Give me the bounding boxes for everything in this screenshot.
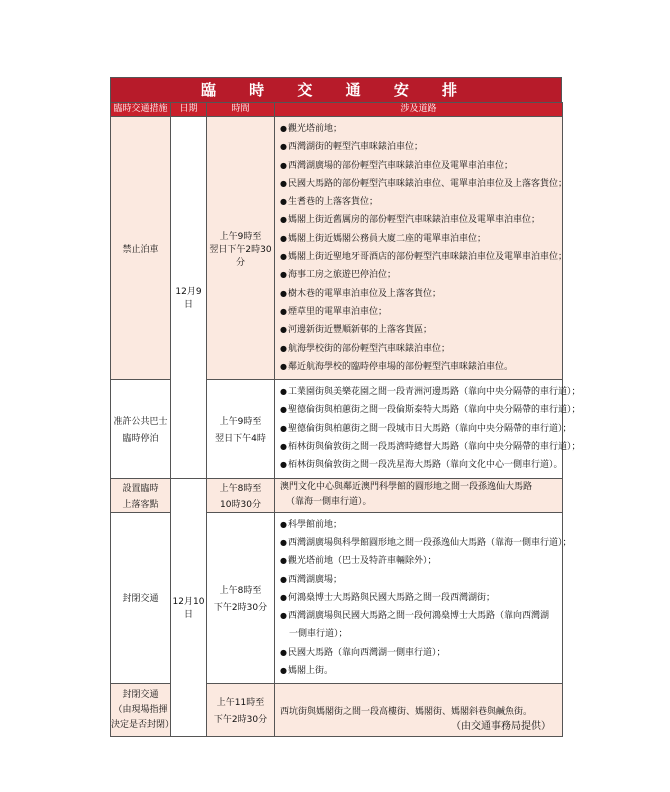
time-line: 上午8時至 <box>219 585 262 596</box>
bullet-icon: ● <box>280 160 287 170</box>
time-line: 下午2時30分 <box>213 715 268 726</box>
list-item: ●觀光塔前地； <box>280 124 342 134</box>
list-item: ●生耆巷的上落客貨位； <box>280 197 378 208</box>
table-row <box>111 478 563 512</box>
list-item: ●聖德倫街與柏蕙街之間一段城市日大馬路（靠向中央分隔帶的車行道）； <box>280 423 572 434</box>
bullet-icon: ● <box>280 325 287 335</box>
time-line: 上午9時至 <box>219 231 262 242</box>
list-item: ●煙草里的電單車泊車位； <box>280 306 387 317</box>
list-item: ●工業園街與美樂花園之間一段青洲河邊馬路（靠向中央分隔帶的車行道）； <box>280 387 581 398</box>
bullet-icon: ● <box>280 574 287 584</box>
bullet-icon: ● <box>280 592 287 602</box>
measure-cell: 封閉交通 （由現場指揮 決定是否封閉） <box>111 684 171 737</box>
road-line: 澳門文化中心與鄰近澳門科學館的圓形地之間一段孫逸仙大馬路 <box>280 482 533 493</box>
list-item: ●栢林街與倫敦街之間一段冼星海大馬路（靠向文化中心一側車行道）。 <box>280 460 563 471</box>
measure-cell: 封閉交通 <box>111 512 171 684</box>
roads-cell <box>275 512 572 684</box>
table-title: 臨 時 交 通 安 排 <box>110 77 562 102</box>
time-line: 下午2時30分 <box>213 602 268 613</box>
bullet-icon: ● <box>280 361 287 371</box>
bullet-icon: ● <box>280 233 287 243</box>
time-cell <box>207 380 275 478</box>
date-cell: 12月9日 <box>171 117 207 479</box>
traffic-table <box>110 102 581 737</box>
list-item: ●科學館前地； <box>280 519 342 530</box>
date-cell: 12月10日 <box>171 478 207 737</box>
header-row <box>111 103 563 117</box>
bullet-icon: ● <box>280 343 287 353</box>
list-item: ●何鴻燊博士大馬路與民國大馬路之間一段西灣湖街； <box>280 592 495 603</box>
bullet-icon: ● <box>280 537 287 547</box>
list-item: ●栢林街與倫敦街之間一段馬濟時總督大馬路（靠向中央分隔帶的車行道）； <box>280 442 581 453</box>
list-item-continuation: 一側車行道）； <box>289 629 348 640</box>
bullet-icon: ● <box>280 142 287 152</box>
traffic-arrangement-table-block <box>110 77 581 737</box>
roads-cell <box>275 117 567 380</box>
bullet-icon: ● <box>280 288 287 298</box>
list-item: ●聖德倫街與柏蕙街之間一段倫斯泰特大馬路（靠向中央分隔帶的車行道）； <box>280 405 581 416</box>
bullet-icon: ● <box>280 611 287 621</box>
list-item: ●西灣湖廣場的部份輕型汽車咪錶泊車位及電單車泊車位； <box>280 160 513 171</box>
bullet-icon: ● <box>280 556 287 566</box>
header-measure: 臨時交通措施 <box>111 103 171 117</box>
roads-cell <box>275 478 563 512</box>
bullet-icon: ● <box>280 405 287 415</box>
time-cell <box>207 117 275 380</box>
time-line: 上午8時至 <box>219 483 262 494</box>
bullet-icon: ● <box>280 387 287 397</box>
measure-cell: 禁止泊車 <box>111 117 171 380</box>
time-cell <box>207 512 275 684</box>
bullet-icon: ● <box>280 442 287 452</box>
time-cell <box>207 478 275 512</box>
time-line: 上午9時至 <box>219 416 262 427</box>
time-line: 上午11時至 <box>216 698 265 709</box>
list-item: ●樹木巷的電單車泊車位及上落客貨位； <box>280 288 441 299</box>
bullet-icon: ● <box>280 460 287 470</box>
bullet-icon: ● <box>280 215 287 225</box>
bullet-icon: ● <box>280 666 287 676</box>
time-cell <box>207 684 275 737</box>
bullet-icon: ● <box>280 124 287 133</box>
bullet-icon: ● <box>280 306 287 316</box>
bullet-icon: ● <box>280 252 287 262</box>
list-item: ●海事工房之旅遊巴停泊位； <box>280 270 396 281</box>
list-item: ●民國大馬路的部份輕型汽車咪錶泊車位、電單車泊車位及上落客貨位； <box>280 178 567 189</box>
time-line: 翌日下午2時30分 <box>209 244 272 268</box>
list-item: ●媽閣上街近媽閣公務員大廈二座的電單車泊車位； <box>280 233 486 244</box>
list-item: ●媽閣上街近聖地牙哥酒店的部份輕型汽車咪錶泊車位及電單車泊車位； <box>280 252 567 263</box>
measure-cell: 准許公共巴士 臨時停泊 <box>111 380 171 478</box>
road-line: 西坑街與媽閣街之間一段高樓街、媽閣街、媽閣斜巷與鹹魚街。 <box>280 706 533 717</box>
road-line: （靠海一側車行道）。 <box>286 497 372 508</box>
list-item: ●西灣湖街的輕型汽車咪錶泊車位； <box>280 142 423 153</box>
list-item: ●媽閣上街近舊厲房的部份輕型汽車咪錶泊車位及電單車泊車位； <box>280 215 540 226</box>
list-item: ●西灣湖廣場與科學館圓形地之間一段孫逸仙大馬路（靠海一側車行道）； <box>280 537 572 548</box>
time-line: 翌日下午4時 <box>215 433 266 444</box>
roads-cell <box>275 380 581 478</box>
list-item: ●西灣湖廣場； <box>280 574 342 585</box>
list-item: ●媽閣上街。 <box>280 666 333 677</box>
list-item: ●河邊新街近豐順新邨的上落客貨區； <box>280 325 432 336</box>
list-item: ●民國大馬路（靠向西灣湖一側車行道）； <box>280 647 446 658</box>
bullet-icon: ● <box>280 270 287 280</box>
measure-cell: 設置臨時 上落客點 <box>111 478 171 512</box>
bullet-icon: ● <box>280 647 287 657</box>
bullet-icon: ● <box>280 197 287 207</box>
bullet-icon: ● <box>280 178 287 188</box>
list-item: ●鄰近航海學校的臨時停車場的部份輕型汽車咪錶泊車位。 <box>280 361 513 372</box>
list-item: ●觀光塔前地（巴士及特許車輛除外）； <box>280 556 437 567</box>
bullet-icon: ● <box>280 519 287 529</box>
table-row <box>111 117 563 380</box>
header-roads: 涉及道路 <box>275 103 563 117</box>
list-item: ●西灣湖廣場與民國大馬路之間一段何鴻燊博士大馬路（靠向西灣湖 <box>280 611 549 622</box>
header-date: 日期 <box>171 103 207 117</box>
bullet-icon: ● <box>280 423 287 433</box>
time-line: 10時30分 <box>220 499 261 510</box>
source-credit: （由交通事務局提供） <box>451 721 551 732</box>
list-item: ●航海學校街的部份輕型汽車咪錶泊車位； <box>280 343 450 354</box>
header-time: 時間 <box>207 103 275 117</box>
